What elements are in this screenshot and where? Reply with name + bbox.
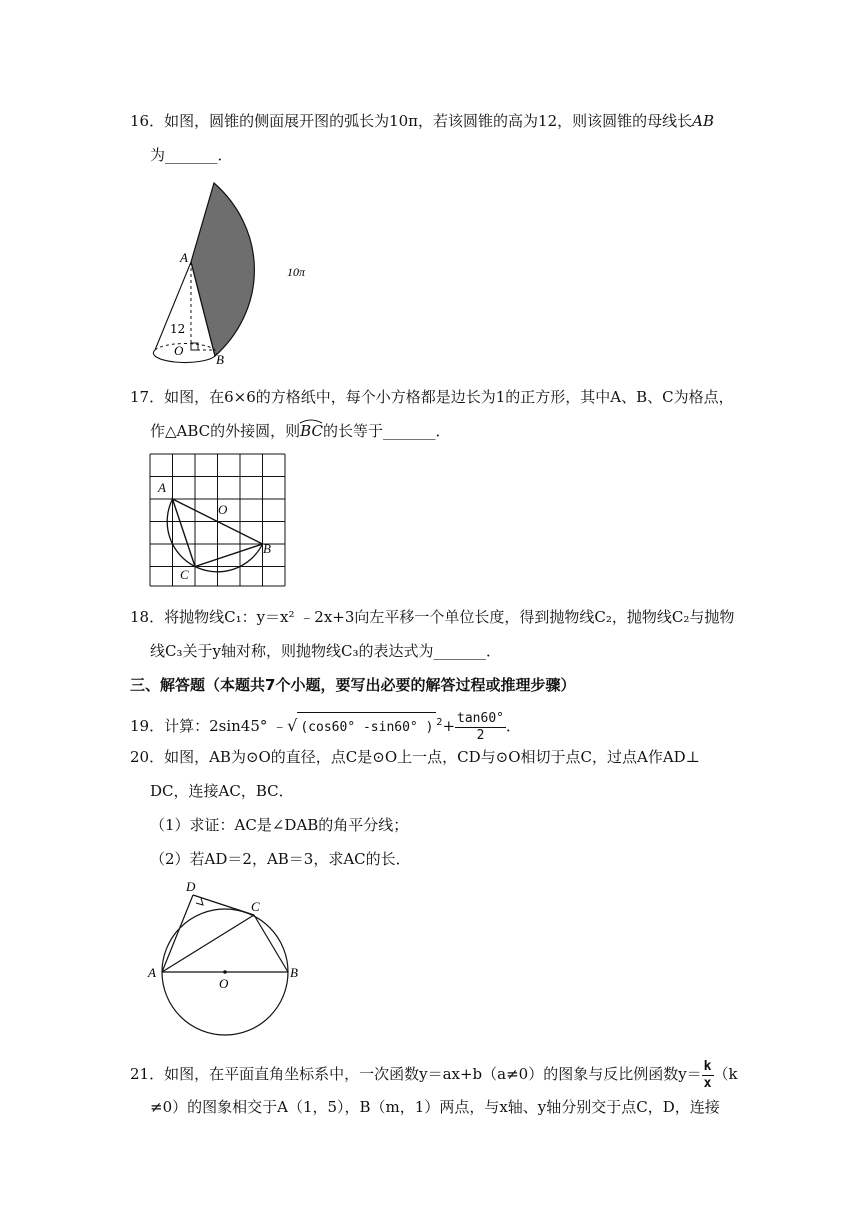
label-height: 12 [170, 322, 186, 336]
grid-lines [150, 454, 285, 586]
chord-bc [254, 915, 288, 972]
arc-bc-symbol [300, 420, 323, 442]
cone-left-edge [155, 262, 191, 350]
q16-line1 [130, 110, 714, 132]
cone-base-front [153, 350, 215, 362]
q16-text: 16．如图，圆锥的侧面展开图的弧长为10π，若该圆锥的高为12，则该圆锥的母线长 [130, 112, 693, 130]
q21-frac-num: k [703, 1058, 712, 1074]
sector-shape [191, 183, 254, 356]
chord-ac [162, 915, 254, 972]
q20-part1: （1）求证：AC是∠DAB的角平分线； [150, 816, 409, 834]
q17-grid-figure [148, 452, 288, 588]
label-o: O [218, 502, 228, 517]
cone-base-back [155, 344, 217, 356]
label-c: C [180, 567, 189, 582]
label-a: A [148, 965, 156, 980]
q19-fraction [455, 711, 506, 744]
q18-line2: 线C₃关于y轴对称，则抛物线C₃的表达式为_______． [150, 642, 501, 660]
right-angle-mark [196, 898, 203, 905]
q19-exponent: 2 [436, 717, 443, 728]
sqrt-icon: √ [287, 716, 298, 735]
label-b: B [290, 965, 298, 980]
arc-icon [299, 418, 323, 424]
q21-line1 [130, 1056, 738, 1092]
label-c: C [251, 899, 260, 914]
label-a: A [158, 480, 166, 495]
q19-frac-num: tan60° [457, 710, 504, 726]
q16-line2: 为_______． [150, 146, 233, 164]
circumcircle-arc [167, 499, 262, 572]
q20-line1: 20．如图，AB为⊙O的直径，点C是⊙O上一点，CD与⊙O相切于点C，过点A作AD⊥ [130, 748, 700, 766]
q19-sqrt-body: (cos60° -sin60° ) [297, 712, 436, 743]
label-o: O [219, 976, 229, 991]
q21-fraction [702, 1059, 714, 1092]
q16-cone-figure [140, 178, 340, 368]
q17-line1: 17．如图，在6×6的方格纸中，每个小方格都是边长为1的正方形，其中A、B、C为格点， [130, 388, 734, 406]
q16-var-ab: AB [692, 112, 714, 130]
q17-line2 [150, 420, 450, 442]
arc-bc-text: BC [300, 422, 323, 440]
center-dot [223, 970, 227, 974]
q17-line2-pre: 作△ABC的外接圆，则 [150, 422, 301, 440]
q19-line [130, 708, 521, 744]
q20-circle-figure [140, 875, 320, 1037]
q17-line2-post: 的长等于_______． [322, 422, 451, 440]
q20-part2: （2）若AD＝2，AB＝3，求AC的长． [150, 850, 411, 868]
label-a: A [180, 250, 188, 265]
label-arc: 10π [287, 265, 306, 279]
q18-line1: 18．将抛物线C₁：y＝x² ﹣2x+3向左平移一个单位长度，得到抛物线C₂，抛物线C₂与抛物 [130, 608, 735, 626]
label-d: D [186, 879, 196, 894]
q21-line1-post: （k [713, 1065, 738, 1083]
label-b: B [216, 352, 224, 367]
label-b: B [263, 541, 271, 556]
q21-frac-den: x [703, 1075, 712, 1091]
q21-line2: ≠0）的图象相交于A（1，5），B（m，1）两点，与x轴、y轴分别交于点C，D，连接 [150, 1098, 720, 1116]
q19-frac-den: 2 [476, 727, 485, 743]
segment-ad [162, 895, 193, 972]
q20-line2: DC，连接AC，BC． [150, 782, 294, 800]
q19-pre: 19．计算：2sin45° ﹣ [130, 717, 288, 735]
label-o: O [174, 343, 184, 358]
q21-line1-pre: 21．如图，在平面直角坐标系中，一次函数y＝ax+b（a≠0）的图象与反比例函数y＝ [130, 1065, 702, 1083]
q19-end: ． [506, 717, 522, 735]
q19-plus: + [442, 717, 456, 735]
section-3-heading: 三、解答题（本题共7个小题，要写出必要的解答过程或推理步骤） [130, 676, 576, 694]
